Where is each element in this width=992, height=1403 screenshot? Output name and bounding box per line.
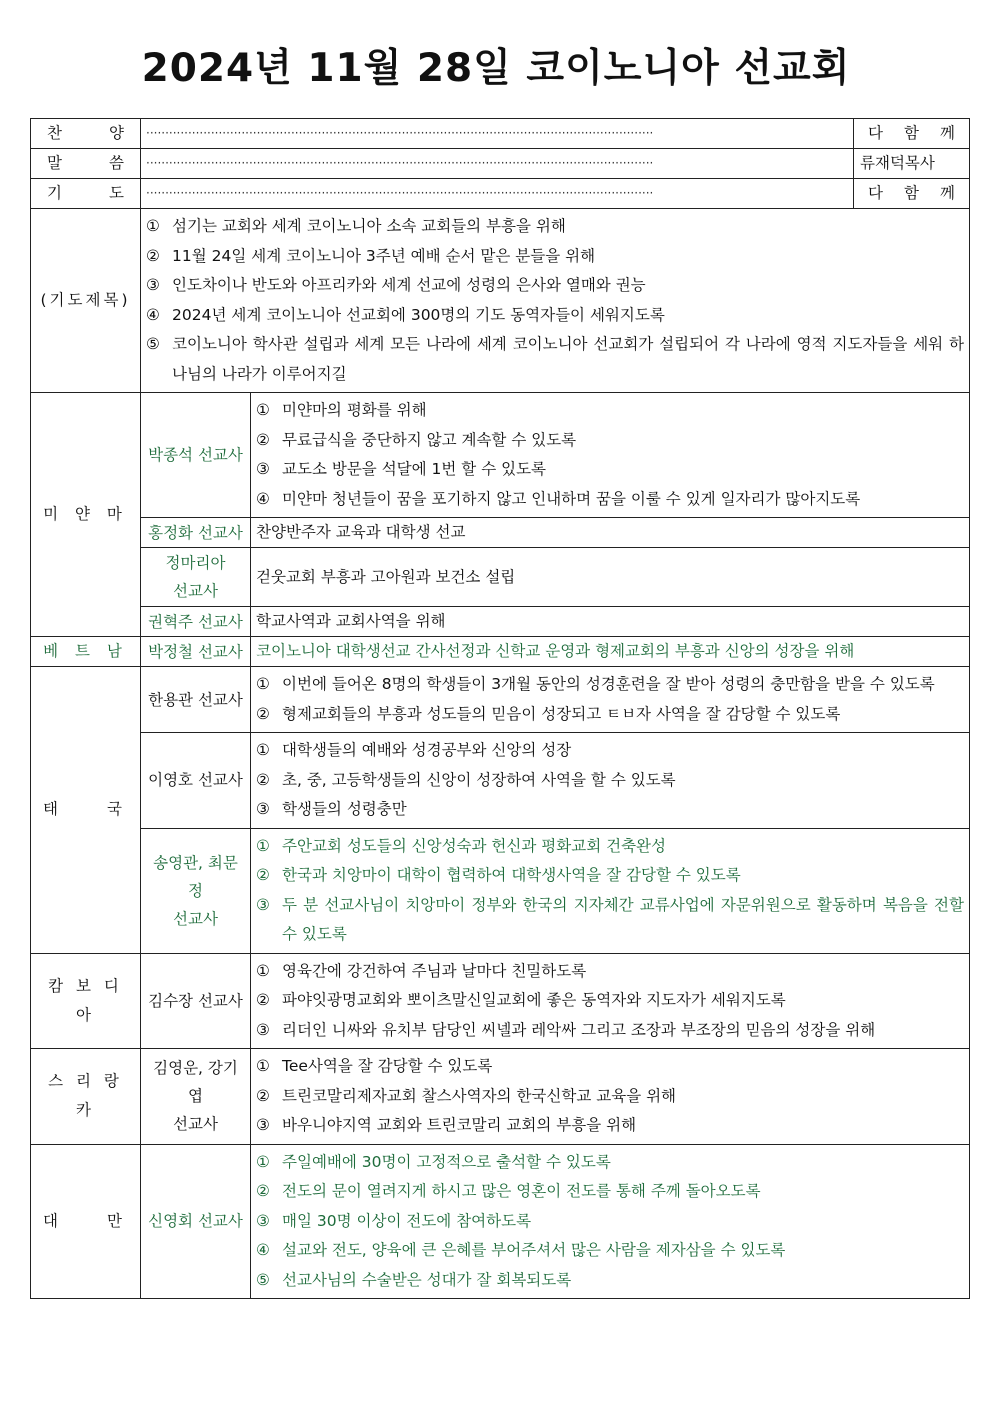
myanmar-row-3 (31, 548, 970, 607)
missionary-name: 박종석 선교사 (141, 393, 251, 518)
missionary-prayer-list (251, 393, 970, 518)
list-item: ① 주일예배에 30명이 고정적으로 출석할 수 있도록 (256, 1152, 611, 1171)
missionary-name: 정마리아 선교사 (141, 548, 251, 607)
order-leader: 류재덕목사 (854, 149, 970, 179)
country-thailand: 태 국 (31, 667, 141, 954)
country-srilanka: 스 리 랑 카 (31, 1049, 141, 1145)
order-label: 찬 양 (31, 119, 141, 149)
country-vietnam: 베 트 남 (31, 637, 141, 667)
vietnam-row (31, 637, 970, 667)
order-row-prayer (31, 179, 970, 209)
list-item: ② 11월 24일 세계 코이노니아 3주년 예배 순서 맡은 분들을 위해 (146, 246, 596, 265)
list-item: ② 파야잇광명교회와 뽀이츠말신일교회에 좋은 동역자와 지도자가 세워지도록 (256, 991, 786, 1009)
country-myanmar: 미 얀 마 (31, 393, 141, 637)
order-row-praise (31, 119, 970, 149)
list-item: ③ 학생들의 성령충만 (256, 800, 407, 818)
list-item: ② 트린코말리제자교회 찰스사역자의 한국신학교 교육을 위해 (256, 1086, 677, 1105)
myanmar-row-2 (31, 518, 970, 548)
missionary-prayer-list (251, 1049, 970, 1145)
srilanka-row (31, 1049, 970, 1145)
dotted-line: ····································································································································· (141, 119, 854, 149)
list-item: ③ 매일 30명 이상이 전도에 참여하도록 (256, 1211, 532, 1230)
dotted-line: ····································································································································· (141, 149, 854, 179)
list-item: ③ 교도소 방문을 석달에 1번 할 수 있도록 (256, 460, 547, 478)
missionary-name: 신영회 선교사 (141, 1144, 251, 1299)
myanmar-row-4 (31, 607, 970, 637)
missionary-prayer-list (251, 828, 970, 953)
dotted-line: ····································································································································· (141, 179, 854, 209)
missionary-prayer: 찬양반주자 교육과 대학생 선교 (251, 518, 970, 548)
list-item: ③ 인도차이나 반도와 아프리카와 세계 선교에 성령의 은사와 열매와 권능 (146, 276, 646, 294)
list-item: ② 무료급식을 중단하지 않고 계속할 수 있도록 (256, 430, 577, 449)
page-title: 2024년 11월 28일 코이노니아 선교회 (141, 46, 851, 91)
prayer-topics-list (141, 209, 970, 393)
thailand-row-2 (31, 733, 970, 829)
cambodia-row (31, 953, 970, 1049)
list-item: ① 섬기는 교회와 세계 코이노니아 소속 교회들의 부흥을 위해 (146, 217, 566, 235)
country-taiwan: 대 만 (31, 1144, 141, 1299)
missionary-prayer: 학교사역과 교회사역을 위해 (251, 607, 970, 637)
list-item: ② 초, 중, 고등학생들의 신앙이 성장하여 사역을 할 수 있도록 (256, 770, 676, 789)
list-item: ① 이번에 들어온 8명의 학생들이 3개월 동안의 성경훈련을 잘 받아 성령의 충만함을 받을 수 있도록 (256, 675, 935, 693)
missionary-name: 홍정화 선교사 (141, 518, 251, 548)
missionary-prayer-list (251, 667, 970, 733)
order-leader: 다 함 께 (854, 119, 970, 149)
missionary-prayer-list (251, 953, 970, 1049)
list-item: ① 영육간에 강건하여 주님과 날마다 친밀하도록 (256, 961, 587, 980)
order-leader: 다 함 께 (854, 179, 970, 209)
missionary-name: 김수장 선교사 (141, 953, 251, 1049)
list-item: ② 전도의 문이 열려지게 하시고 많은 영혼이 전도를 통해 주께 돌아오도록 (256, 1182, 761, 1200)
missionary-name: 권혁주 선교사 (141, 607, 251, 637)
missionary-name: 한용관 선교사 (141, 667, 251, 733)
country-cambodia: 캄 보 디 아 (31, 953, 141, 1049)
order-label: 기 도 (31, 179, 141, 209)
list-item: ① 대학생들의 예배와 성경공부와 신앙의 성장 (256, 741, 572, 759)
order-label: 말 씀 (31, 149, 141, 179)
prayer-table (30, 118, 970, 1299)
missionary-prayer: 코이노니아 대학생선교 간사선정과 신학교 운영과 형제교회의 부흥과 신앙의 성장을 위해 (251, 637, 970, 667)
list-item: ③ 리더인 니싸와 유치부 담당인 씨넬과 레악싸 그리고 조장과 부조장의 믿음의 성장을 위해 (256, 1020, 876, 1039)
missionary-prayer-list (251, 733, 970, 829)
list-item: ⑤ 코이노니아 학사관 설립과 세계 모든 나라에 세계 코이노니아 선교회가 설립되어 각 나라에 영적 지도자들을 세워 하나님의 나라가 이루어지길 (146, 335, 964, 383)
list-item: ① Tee사역을 잘 감당할 수 있도록 (256, 1057, 493, 1075)
missionary-name: 송영관, 최문정 선교사 (141, 828, 251, 953)
missionary-name: 이영호 선교사 (141, 733, 251, 829)
prayer-topics-row (31, 209, 970, 393)
missionary-name: 김영운, 강기엽 선교사 (141, 1049, 251, 1145)
list-item: ④ 2024년 세계 코이노니아 선교회에 300명의 기도 동역자들이 세워지도록 (146, 305, 665, 324)
list-item: ④ 설교와 전도, 양육에 큰 은혜를 부어주셔서 많은 사람을 제자삼을 수 있도록 (256, 1241, 786, 1259)
list-item: ③ 바우니야지역 교회와 트린코말리 교회의 부흥을 위해 (256, 1116, 637, 1134)
missionary-name: 박정철 선교사 (141, 637, 251, 667)
list-item: ② 형제교회들의 부흥과 성도들의 믿음이 성장되고 ㅌㅂ자 사역을 잘 감당할 수 있도록 (256, 704, 841, 723)
list-item: ⑤ 선교사님의 수술받은 성대가 잘 회복되도록 (256, 1270, 572, 1289)
missionary-prayer-list (251, 1144, 970, 1299)
list-item: ① 미얀마의 평화를 위해 (256, 401, 427, 419)
list-item: ③ 두 분 선교사님이 치앙마이 정부와 한국의 지자체간 교류사업에 자문위원으로 활동하며 복음을 전할 수 있도록 (256, 895, 964, 943)
prayer-topics-label: (기도제목) (31, 209, 141, 393)
taiwan-row (31, 1144, 970, 1299)
missionary-prayer: 걷웃교회 부흥과 고아원과 보건소 설립 (251, 548, 970, 607)
list-item: ② 한국과 치앙마이 대학이 협력하여 대학생사역을 잘 감당할 수 있도록 (256, 866, 741, 884)
order-row-sermon (31, 149, 970, 179)
thailand-row-1 (31, 667, 970, 733)
thailand-row-3 (31, 828, 970, 953)
list-item: ④ 미얀마 청년들이 꿈을 포기하지 않고 인내하며 꿈을 이룰 수 있게 일자리가 많아지도록 (256, 489, 861, 508)
list-item: ① 주안교회 성도들의 신앙성숙과 헌신과 평화교회 건축완성 (256, 836, 666, 855)
myanmar-row-1 (31, 393, 970, 518)
